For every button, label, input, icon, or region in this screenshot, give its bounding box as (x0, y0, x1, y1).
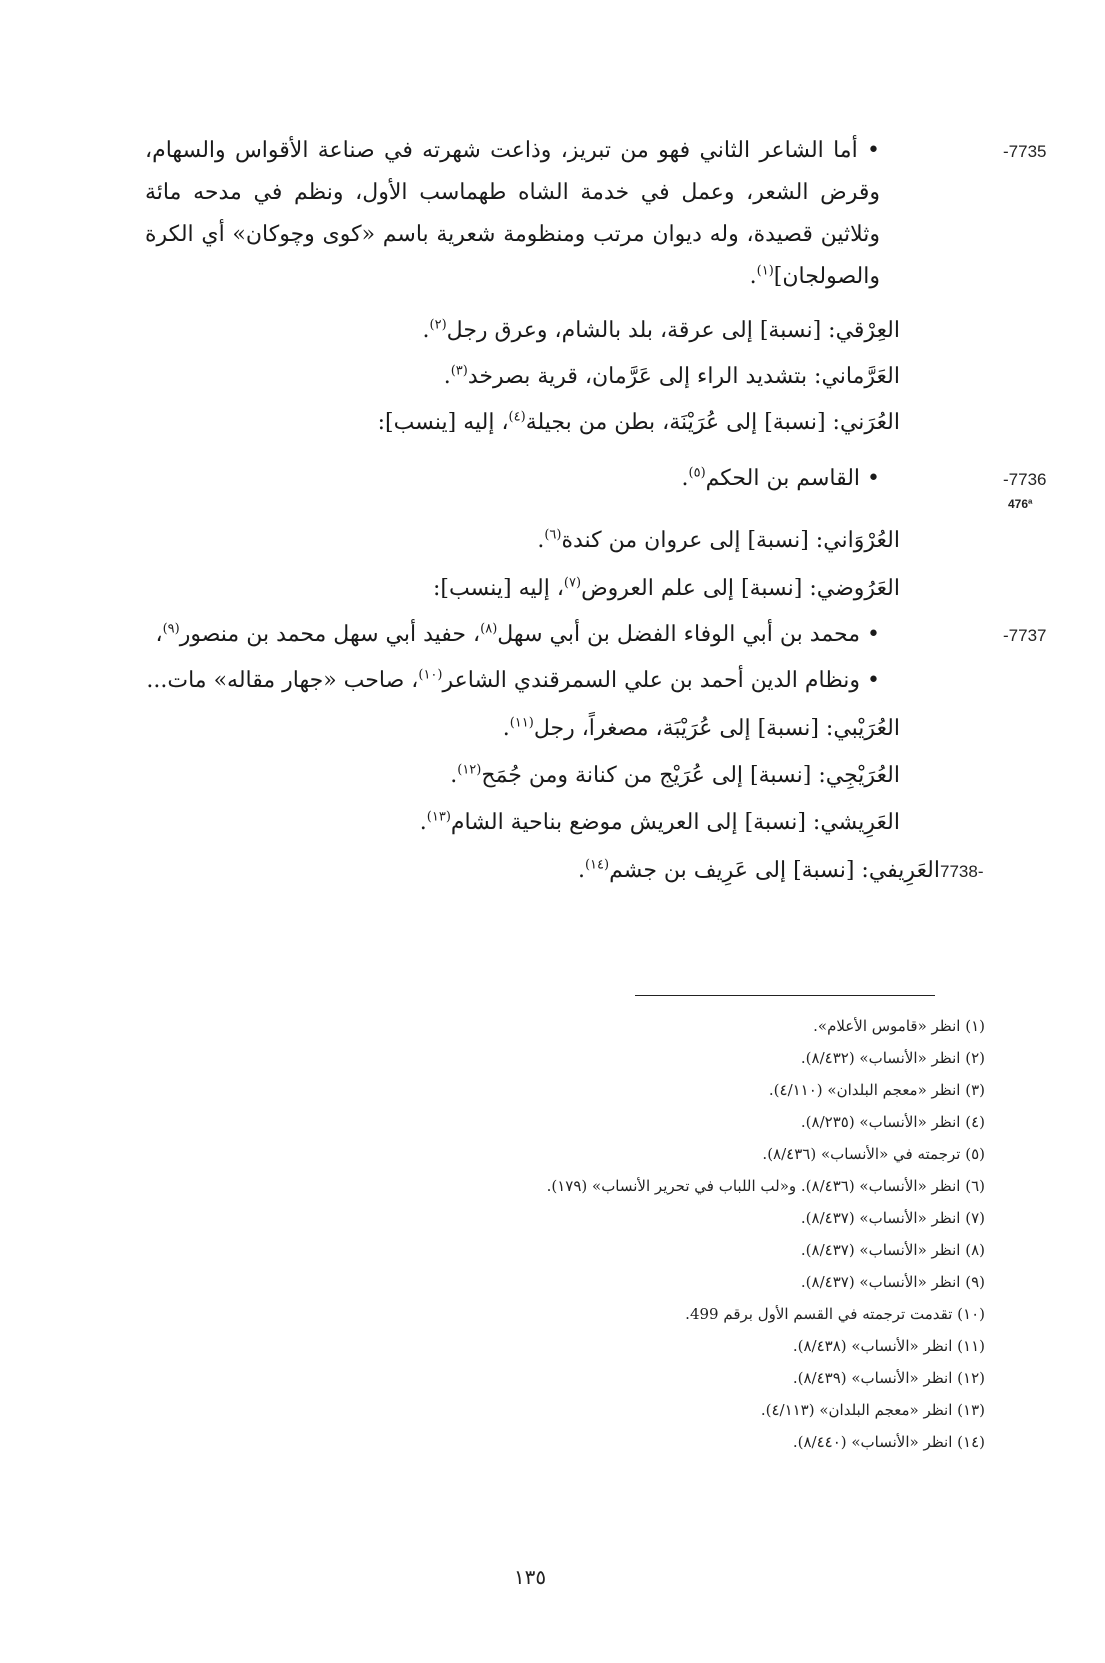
period: . (443, 364, 451, 389)
entry-number-7738: 7738- (940, 862, 984, 881)
entry-urayji (0, 755, 900, 797)
entry-7737-text-c: ، (155, 622, 163, 647)
footnote-ref-11: (١١) (509, 715, 534, 731)
entry-urani-tail: ، إليه [ينسب]: (377, 410, 509, 435)
footnote-ref-4: (٤) (508, 409, 526, 425)
footnote-10: (١٠) تقدمت ترجمته في القسم الأول برقم 499. (685, 1305, 985, 1323)
footnote-13: (١٣) انظر «معجم البلدان» (٤/١١٣). (760, 1401, 985, 1419)
footnote-1: (١) انظر «قاموس الأعلام». (813, 1017, 985, 1035)
footnote-ref-5: (٥) (688, 465, 706, 481)
entry-urwani (0, 520, 900, 562)
footnote-7: (٧) انظر «الأنساب» (٨/٤٣٧). (800, 1209, 985, 1227)
entry-7736 (0, 458, 880, 500)
footnote-ref-14: (١٤) (584, 857, 610, 873)
entry-arudi (0, 568, 900, 610)
entry-7737 (0, 614, 880, 656)
entry-number-7737: -7737 (1003, 626, 1047, 645)
footnote-5: (٥) ترجمته في «الأنساب» (٨/٤٣٦). (762, 1145, 985, 1163)
footnote-ref-6: (٦) (544, 527, 562, 543)
footnote-8: (٨) انظر «الأنساب» (٨/٤٣٧). (800, 1241, 985, 1259)
footnote-12: (١٢) انظر «الأنساب» (٨/٤٣٩). (792, 1369, 985, 1387)
entry-nizam (0, 660, 880, 702)
entry-7738-text: العَرِيفي: [نسبة] إلى عَرِيف بن جشم (609, 858, 940, 883)
footnote-2: (٢) انظر «الأنساب» (٨/٤٣٢). (800, 1049, 985, 1067)
entry-number-7736: -7736 (1003, 470, 1047, 489)
entry-urani (0, 402, 900, 444)
footnote-ref-3: (٣) (450, 363, 468, 379)
entry-arishi-text: العَرِيشي: [نسبة] إلى العريش موضع بناحية الشام (450, 810, 900, 835)
entry-arishi (0, 802, 900, 844)
entry-7735-paragraph (145, 130, 880, 298)
footnote-14: (١٤) انظر «الأنساب» (٨/٤٤٠). (792, 1433, 985, 1451)
footnote-9: (٩) انظر «الأنساب» (٨/٤٣٧). (800, 1273, 985, 1291)
period: . (422, 318, 430, 343)
entry-urwani-text: العُرْوَاني: [نسبة] إلى عروان من كندة (561, 528, 900, 553)
footnote-ref-2: (٢) (429, 317, 447, 333)
footnote-ref-10: (١٠) (418, 667, 443, 683)
footnote-11: (١١) انظر «الأنساب» (٨/٤٣٨). (792, 1337, 985, 1355)
period: . (537, 528, 545, 553)
entry-uraybi (0, 708, 900, 750)
period: . (450, 763, 458, 788)
footnote-3: (٣) انظر «معجم البلدان» (٤/١١٠). (768, 1081, 985, 1099)
page-number: ١٣٥ (513, 1565, 547, 1589)
footnote-6: (٦) انظر «الأنساب» (٨/٤٣٦). و«لب اللباب في تحرير الأنساب» (١٧٩). (546, 1177, 985, 1195)
period: . (502, 716, 510, 741)
entry-arrmani (0, 356, 900, 398)
entry-nizam-text-b: ، صاحب «جهار مقاله» مات... (146, 668, 419, 693)
entry-arudi-text: العَرُوضي: [نسبة] إلى علم العروض (581, 576, 900, 601)
manuscript-folio-mark: 476ª (1008, 497, 1033, 511)
footnote-ref-7: (٧) (563, 575, 582, 591)
footnote-ref-13: (١٣) (426, 809, 451, 825)
entry-urani-text: العُرَني: [نسبة] إلى عُرَيْنَة، بطن من بجيلة (525, 410, 900, 435)
period: . (577, 858, 585, 883)
entry-arrmani-text: العَرَّماني: بتشديد الراء إلى عَرَّمان، قرية بصرخد (467, 364, 900, 389)
period: . (419, 810, 427, 835)
entry-irqi-text: العِرْقي: [نسبة] إلى عرقة، بلد بالشام، وعرق رجل (446, 318, 900, 343)
period: . (681, 466, 689, 491)
footnote-4: (٤) انظر «الأنساب» (٨/٢٣٥). (800, 1113, 985, 1131)
footnote-separator (635, 995, 935, 996)
entry-7735-text: • أما الشاعر الثاني فهو من تبريز، وذاعت شهرته في صناعة الأقواس والسهام، وقرض الشعر، وعمل في خدمة الشاه طهماسب الأول، ونظم في مدحه مائة وثلاثين قصيدة، وله ديوان مرتب ومنظومة شعرية باسم «كوى وچوكان» أي الكرة والصولجان] (145, 138, 880, 289)
entry-uraybi-text: العُرَيْبي: [نسبة] إلى عُرَيْبَة، مصغراً، رجل (533, 716, 900, 741)
period: . (749, 264, 757, 289)
footnote-ref-1: (١) (756, 263, 774, 279)
entry-irqi (0, 310, 900, 352)
footnote-ref-9: (٩) (162, 621, 180, 637)
footnote-ref-12: (١٢) (457, 762, 482, 778)
entry-7737-text-b: ، حفيد أبي سهل محمد بن منصور (179, 622, 481, 647)
entry-7737-text-a: • محمد بن أبي الوفاء الفضل بن أبي سهل (497, 622, 880, 647)
entry-7738 (40, 850, 940, 892)
entry-arudi-tail: ، إليه [ينسب]: (433, 576, 564, 601)
entry-urayji-text: العُرَيْجِي: [نسبة] إلى عُرَيْج من كنانة ومن جُمَح (481, 763, 900, 788)
footnote-ref-8: (٨) (480, 621, 498, 637)
entry-number-7735: -7735 (1003, 142, 1047, 161)
entry-7736-text: • القاسم بن الحكم (705, 466, 880, 491)
entry-nizam-text-a: • ونظام الدين أحمد بن علي السمرقندي الشاعر (442, 668, 880, 693)
